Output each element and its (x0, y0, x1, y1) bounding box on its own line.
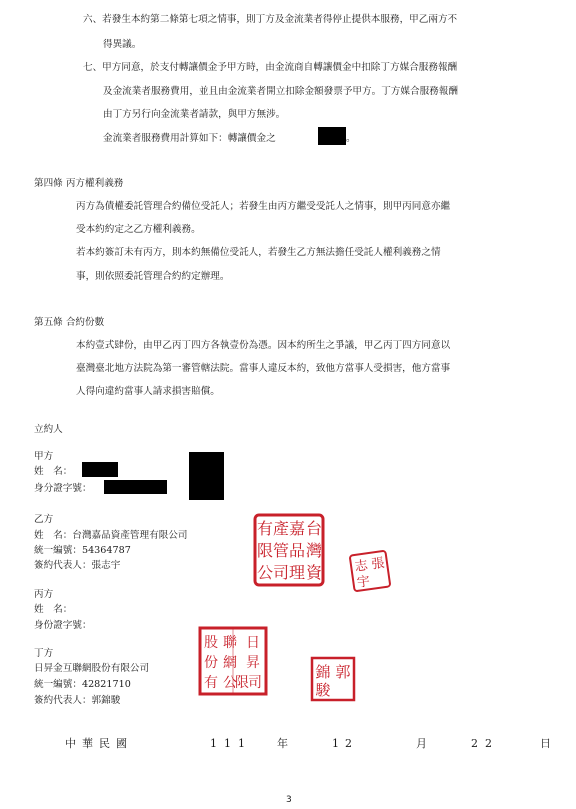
party-c-id-label: 身份證字號： (34, 620, 92, 631)
article-4-line-4: 事，則依照委託管理合約約定辦理。 (76, 271, 230, 282)
party-d-representative: 簽約代表人：郭錦駿 (34, 695, 121, 706)
seal-char: 理 (288, 563, 306, 582)
seal-char: 有 (204, 675, 218, 691)
seal-char: 張 (370, 555, 386, 573)
party-b-company-seal (252, 512, 326, 588)
party-d-tax-id: 統一編號：42821710 (34, 679, 131, 690)
article-4-line-2: 受本約約定之乙方權利義務。 (76, 224, 201, 235)
party-c-name-label: 姓 名： (34, 604, 73, 615)
date-era-2: 華 (82, 737, 93, 750)
article-4-line-3: 若本約簽訂未有丙方，則本約無備位受託人，若發生乙方無法擔任受託人權利義務之情 (76, 247, 441, 258)
seal-char: 郭 (335, 663, 351, 681)
date-era-3: 民 (99, 737, 110, 750)
article-4-line-1: 丙方為債權委託管理合約備位受託人；若發生由丙方繼受受託人之情事，則甲丙同意亦繼 (76, 201, 451, 212)
date-year-digit: 1 (238, 737, 245, 750)
seal-char: 產 (272, 519, 290, 538)
date-day-digit: 2 (471, 737, 478, 750)
party-a-heading: 甲方 (34, 451, 54, 462)
seal-char: 公 (223, 675, 237, 691)
seal-char: 有 (256, 519, 274, 538)
date-day-digit: 2 (485, 737, 492, 750)
seal-char: 管 (272, 541, 290, 560)
seal-char: 股 (204, 635, 218, 651)
seal-char: 灣 (305, 541, 323, 560)
date-era-1: 中 (65, 737, 76, 750)
seal-char: 錦 (315, 663, 331, 681)
clause-7-line-2: 及金流業者服務費用，並且由金流業者開立扣除金額發票予甲方。丁方媒合服務報酬 (103, 86, 458, 97)
party-b-tax-id: 統一編號：54364787 (34, 545, 131, 556)
seal-char: 資 (305, 563, 323, 582)
clause-7-line-3: 由丁方另行向金流業者請款，與甲方無涉。 (103, 109, 286, 120)
seal-char: 限 (235, 675, 249, 691)
seal-char: 份 (204, 655, 218, 671)
party-b-name: 姓 名：台灣嘉品資產管理有限公司 (34, 530, 188, 541)
article-5-line-3: 人得向違約當事人請求損害賠償。 (76, 386, 220, 397)
signatories-heading: 立約人 (34, 424, 63, 435)
seal-char: 駿 (315, 681, 331, 699)
party-c-heading: 丙方 (34, 589, 54, 600)
date-day-unit: 日 (540, 737, 551, 750)
redacted-party-a-name (82, 462, 118, 477)
seal-char: 昇 (246, 655, 260, 671)
fee-calc-line: 金流業者服務費用計算如下：轉讓價金之 (103, 133, 276, 144)
article-5-title: 第五條 合約份數 (34, 317, 105, 328)
seal-char: 網 (223, 655, 237, 671)
redacted-party-a-seal (189, 452, 224, 500)
seal-char: 日 (246, 635, 260, 651)
party-d-heading: 丁方 (34, 648, 54, 659)
party-d-representative-seal (309, 655, 357, 703)
page-number: 3 (286, 795, 292, 805)
seal-char: 志 (353, 558, 369, 575)
article-4-title: 第四條 丙方權利義務 (34, 178, 124, 189)
party-a-id-label: 身分證字號： (34, 483, 92, 494)
date-month-digit: 1 (332, 737, 339, 750)
article-5-line-1: 本約壹式肆份，由甲乙丙丁四方各執壹份為憑。因本約所生之爭議，甲乙丙丁四方同意以 (76, 340, 451, 351)
party-a-name-label: 姓 名： (34, 466, 73, 477)
seal-char: 台 (305, 519, 323, 538)
seal-char: 公 (256, 563, 274, 582)
seal-char: 司 (272, 563, 290, 582)
party-d-company-seal (197, 625, 269, 697)
clause-6-line-2: 得異議。 (103, 39, 142, 50)
seal-char: 限 (256, 541, 274, 560)
article-5-line-2: 臺灣臺北地方法院為第一審管轄法院。當事人違反本約，致他方當事人受損害，他方當事 (76, 363, 451, 374)
fee-calc-period: 。 (346, 133, 356, 144)
date-month-digit: 2 (345, 737, 352, 750)
party-b-heading: 乙方 (34, 514, 54, 525)
clause-6-line-1: 六、若發生本約第二條第七項之情事，則丁方及金流業者得停止提供本服務，甲乙兩方不 (83, 14, 458, 25)
date-year-unit: 年 (277, 737, 288, 750)
date-era-4: 國 (116, 737, 127, 750)
seal-char: 嘉 (288, 519, 306, 538)
date-year-digit: 1 (224, 737, 231, 750)
party-b-representative-seal (349, 550, 391, 592)
redacted-party-a-id (104, 480, 167, 494)
redacted-fee-rate (318, 127, 346, 145)
seal-char: 宇 (356, 574, 372, 591)
party-d-name: 日昇金互聯網股份有限公司 (34, 663, 150, 674)
seal-char: 聯 (223, 635, 237, 651)
seal-char: 品 (288, 541, 306, 560)
seal-char: 司 (248, 675, 262, 691)
party-b-representative: 簽約代表人：張志宇 (34, 560, 121, 571)
date-month-unit: 月 (416, 737, 427, 750)
date-year-digit: 1 (210, 737, 217, 750)
clause-7-line-1: 七、甲方同意，於支付轉讓價金予甲方時，由金流商自轉讓價金中扣除丁方媒合服務報酬 (83, 62, 458, 73)
